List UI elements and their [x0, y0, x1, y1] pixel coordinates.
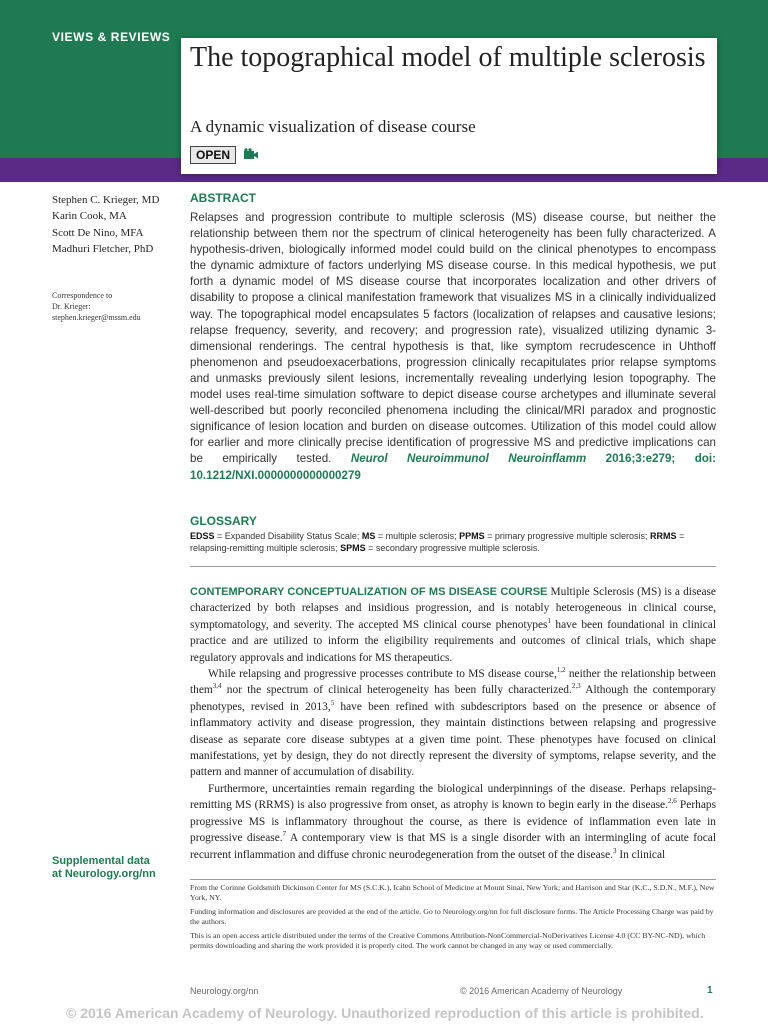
correspondence-label: Correspondence to	[52, 291, 113, 300]
footnote-funding: Funding information and disclosures are provided at the end of the article. Go to Neurology.org/nn for full disclosure forms. The Article Processing Charge was paid by the authors.	[190, 906, 714, 927]
glossary-term: EDSS	[190, 531, 215, 541]
article-body	[190, 584, 716, 863]
author-name: Scott De Nino, MFA	[52, 226, 144, 239]
body-paragraph: While relapsing and progressive processes contribute to MS disease course,$^{1,2}$ neither the relationship between them$^{3,4}$ nor the spectrum of clinical heterogeneity has been fully characterized.$^{2,3}$ Although the contemporary phenotypes, revised in 2013,$^5$ have been refined with subdescriptors based on the presence or absence of inflammatory activity and disease progression, they maintain distinctions between relapsing and progressive disease as separate core disease subtypes at a given time point. These phenotypes have focused on clinical manifestations, yet by design, they do not directly represent the diversity of symptoms, relapse severity, and the pattern and manner of accumulation of disability.	[190, 666, 716, 779]
section-heading: CONTEMPORARY CONCEPTUALIZATION OF MS DISEASE COURSE	[190, 586, 548, 598]
glossary-term: PPMS	[459, 531, 485, 541]
reference-marker[interactable]: 2,3	[571, 682, 581, 691]
article-subtitle: A dynamic visualization of disease course	[190, 117, 476, 136]
journal-citation: Neurol Neuroimmunol Neuroinflamm	[350, 452, 587, 466]
glossary-text	[190, 530, 716, 554]
reference-marker[interactable]: 5	[330, 699, 335, 708]
page-number: 1	[707, 985, 713, 996]
reference-marker[interactable]: 3,4	[212, 682, 222, 691]
author-list	[52, 192, 180, 257]
section-divider	[190, 566, 716, 567]
reference-marker[interactable]: 3	[613, 846, 617, 855]
article-doi[interactable]: 2016;3:e279; doi: 10.1212/NXI.0000000000000279	[190, 452, 716, 482]
footer-site[interactable]: Neurology.org/nn	[190, 986, 259, 996]
open-access-badge: OPEN	[190, 146, 236, 164]
glossary-term: SPMS	[340, 543, 366, 553]
title-card	[181, 38, 717, 174]
footer-copyright: © 2016 American Academy of Neurology	[460, 986, 623, 996]
glossary-definition: = secondary progressive multiple sclerosis.	[365, 543, 540, 553]
reference-marker[interactable]: 7	[282, 830, 287, 839]
abstract-paragraph: Relapses and progression contribute to multiple sclerosis (MS) disease course, but neither the relationship between them nor the spectrum of clinical heterogeneity has been fully characterized. A hypothesis-driven, biologically informed model could build on the clinical phenotypes to encompass the dynamic admixture of factors underlying MS disease course. In this medical hypothesis, we put forth a dynamic model of MS disease course that incorporates localization and other drivers of disability to propose a clinical manifestation framework that visualizes MS in a clinically individualized way. The topographical model encapsulates 5 factors (localization of relapses and causative lesions; relapse frequency, severity, and recovery; and progression rate), visualized utilizing dynamic 3-dimensional renderings. The central hypothesis is that, like symptom recrudescence in Uhthoff phenomenon and pseudoexacerbations, progression clinically recapitulates prior relapse symptoms and unmasks previously silent lesions, incrementally revealing underlying lesion topography. The model uses real-time simulation software to depict disease course archetypes and illuminate several well-described but poorly reconciled phenomena including the clinical/MRI paradox and prognostic significance of lesion location and burden on disease outcomes. Utilization of this model could allow for earlier and more clinically precise identification of progressive MS and predictive implications can be empirically tested.	[190, 211, 716, 466]
supplemental-data-link[interactable]: Supplemental data at Neurology.org/nn	[52, 855, 156, 880]
glossary-term: RRMS	[649, 531, 677, 541]
copyright-watermark: © 2016 American Academy of Neurology. Unauthorized reproduction of this article is prohibited.	[66, 1005, 704, 1021]
glossary-definition: = relapsing-remitting multiple sclerosis;	[190, 531, 685, 553]
footnote-license: This is an open access article distributed under the terms of the Creative Commons Attribution-NonCommercial-NoDerivatives License 4.0 (CC BY-NC-ND), which permits downloading and sharing the work provided it is properly cited. The work cannot be changed in any way or used commercially.	[190, 930, 706, 951]
glossary-heading: GLOSSARY	[190, 514, 257, 528]
reference-marker[interactable]: 1	[547, 617, 551, 626]
reference-marker[interactable]: 1,2	[556, 666, 566, 675]
reference-marker[interactable]: 2,6	[667, 797, 677, 806]
correspondence-name: Dr. Krieger:	[52, 302, 91, 311]
author-name: Karin Cook, MA	[52, 210, 127, 223]
author-name: Stephen C. Krieger, MD	[52, 194, 160, 206]
correspondence	[52, 290, 180, 323]
glossary-definition: = multiple sclerosis;	[375, 531, 460, 541]
glossary-definition: = Expanded Disability Status Scale;	[214, 531, 362, 541]
footnote-divider	[190, 879, 716, 880]
video-camera-icon	[243, 148, 259, 160]
body-paragraph: CONTEMPORARY CONCEPTUALIZATION OF MS DISEASE COURSE Multiple Sclerosis (MS) is a disease characterized by both relapses and insidious progression, and is notably heterogeneous in clinical course, symptomatology, and severity. The accepted MS clinical course phenotypes$^1$ have been foundational in clinical practice and are utilized to inform the eligibility requirements and outcomes of clinical trials, which shape regulatory approvals and indications for MS therapeutics.	[190, 586, 717, 664]
body-paragraph: Furthermore, uncertainties remain regarding the biological underpinnings of the disease. Perhaps relapsing-remitting MS (RRMS) is also progressive from onset, as atrophy is known to begin early in the disease.$^{2,6}$ Perhaps progressive MS is inflammatory throughout the course, as there is evidence of inflammation even late in progressive disease.$^7$ A contemporary view is that MS is a single disorder with an intermingling of acute focal recurrent inflammation and diffuse chronic neurodegeneration from the outset of the disease.$^3$ In clinical	[190, 782, 716, 861]
author-name: Madhuri Fletcher, PhD	[52, 242, 154, 255]
footnotes	[190, 883, 716, 954]
glossary-definition: = primary progressive multiple sclerosis;	[484, 531, 650, 541]
section-label: VIEWS & REVIEWS	[52, 30, 171, 44]
article-title: The topographical model of multiple sclerosis	[190, 42, 706, 73]
abstract-text	[190, 210, 716, 484]
glossary-term: MS	[361, 531, 376, 541]
correspondence-email[interactable]: stephen.krieger@mssm.edu	[52, 313, 141, 322]
footnote-affiliation: From the Corinne Goldsmith Dickinson Center for MS (S.C.K.), Icahn School of Medicine at Mount Sinai, New York; and Harrison and Star (K.C., S.D.N., M.F.), New York, NY.	[190, 883, 715, 903]
abstract-heading: ABSTRACT	[190, 191, 256, 205]
